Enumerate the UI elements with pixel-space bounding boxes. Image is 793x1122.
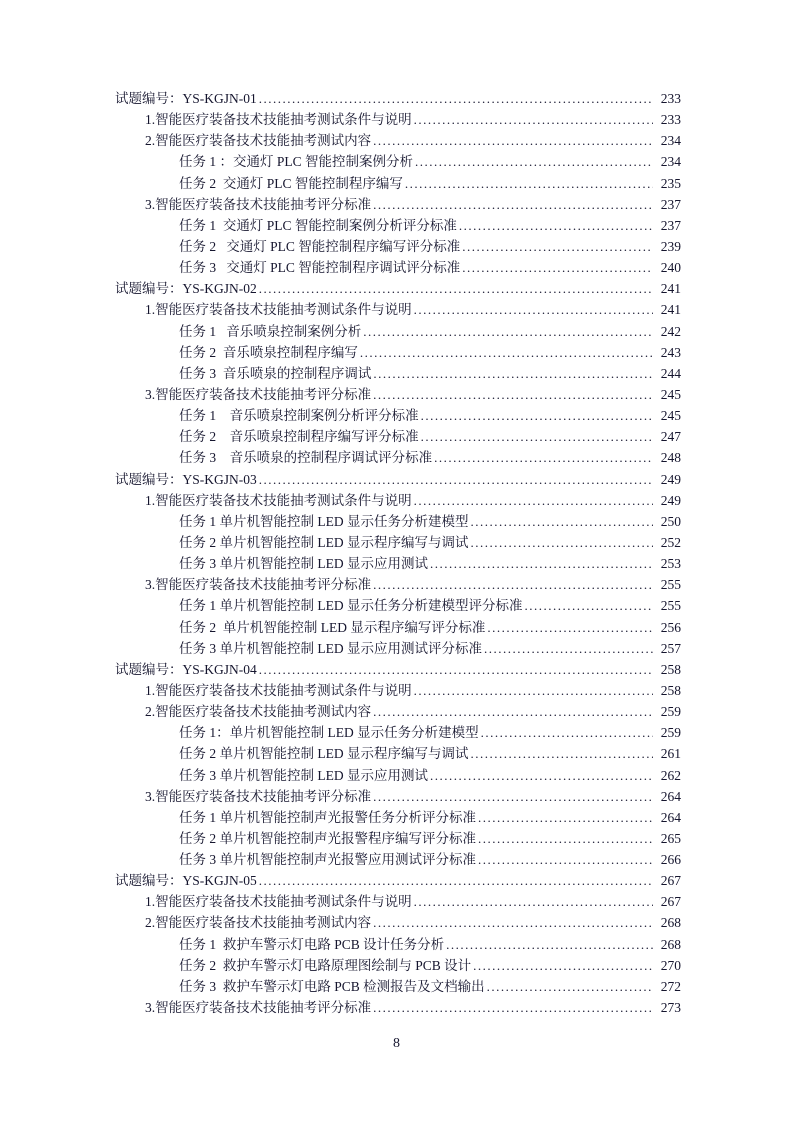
toc-leader-dots — [421, 426, 653, 447]
page-footer — [0, 1036, 793, 1052]
toc-entry-page[interactable]: 249 — [660, 471, 681, 487]
toc-entry-text[interactable]: 3.智能医疗装备技术技能抽考评分标准 — [145, 1000, 372, 1016]
toc-leader-dots — [259, 469, 653, 490]
toc-entry-text[interactable]: 任务 2 音乐喷泉控制程序编写评分标准 — [179, 429, 419, 445]
toc-entry[interactable] — [115, 490, 681, 511]
toc-entry-text[interactable]: 任务 3 救护车警示灯电路 PCB 检测报告及文档输出 — [179, 978, 485, 994]
toc-entry[interactable] — [115, 363, 681, 384]
toc-leader-dots — [487, 617, 653, 638]
toc-entry-page[interactable]: 258 — [660, 682, 681, 698]
toc-entry-page[interactable]: 261 — [660, 746, 681, 762]
toc-entry-page[interactable]: 256 — [660, 619, 681, 635]
toc-entry[interactable] — [115, 934, 681, 955]
toc-leader-dots — [478, 828, 653, 849]
toc-entry-text[interactable]: 试题编号：YS-KGJN-01 — [115, 91, 257, 106]
toc-leader-dots — [421, 405, 653, 426]
toc-entry-text[interactable]: 任务 3 音乐喷泉的控制程序调试评分标准 — [179, 450, 433, 466]
toc-leader-dots — [478, 807, 653, 828]
toc-entry-text[interactable]: 任务 3 单片机智能控制 LED 显示应用测试评分标准 — [179, 640, 482, 656]
toc-entry-text[interactable]: 任务 1 单片机智能控制声光报警任务分析评分标准 — [179, 809, 476, 825]
toc-entry-text[interactable]: 试题编号：YS-KGJN-05 — [115, 873, 257, 889]
toc-leader-dots — [373, 194, 653, 215]
toc-entry[interactable] — [115, 151, 681, 172]
toc-leader-dots — [373, 363, 653, 384]
toc-leader-dots — [373, 786, 653, 807]
toc-entry[interactable] — [115, 257, 681, 278]
toc-entry-page[interactable]: 240 — [660, 260, 681, 276]
toc-entry-text[interactable]: 1.智能医疗装备技术技能抽考测试条件与说明 — [145, 112, 412, 128]
table-of-contents — [115, 88, 681, 1018]
toc-entry[interactable] — [115, 595, 681, 616]
toc-entry-page[interactable]: 245 — [660, 408, 681, 424]
toc-entry-text[interactable]: 试题编号：YS-KGJN-03 — [115, 471, 257, 487]
toc-entry[interactable] — [115, 299, 681, 320]
page-number: 8 — [393, 1036, 400, 1051]
toc-entry[interactable] — [115, 173, 681, 194]
toc-entry-page[interactable]: 237 — [660, 217, 681, 233]
toc-entry[interactable] — [115, 638, 681, 659]
toc-leader-dots — [373, 130, 653, 151]
toc-entry[interactable] — [115, 469, 681, 490]
toc-entry-text[interactable]: 任务 1：单片机智能控制 LED 显示任务分析建模型 — [179, 725, 479, 741]
toc-entry-text[interactable]: 任务 3 单片机智能控制 LED 显示应用测试 — [179, 767, 428, 783]
toc-leader-dots — [373, 912, 653, 933]
toc-leader-dots — [363, 321, 653, 342]
toc-entry[interactable] — [115, 659, 681, 680]
toc-entry-text[interactable]: 任务 1 音乐喷泉控制案例分析 — [179, 323, 362, 339]
toc-entry[interactable] — [115, 194, 681, 215]
toc-leader-dots — [259, 659, 653, 680]
toc-entry-text[interactable]: 任务 2 单片机智能控制 LED 显示程序编写与调试 — [179, 746, 469, 762]
toc-leader-dots — [434, 447, 653, 468]
toc-entry[interactable] — [115, 384, 681, 405]
toc-leader-dots — [487, 976, 653, 997]
toc-entry-page[interactable]: 258 — [660, 661, 681, 677]
toc-entry-page[interactable]: 264 — [660, 788, 681, 804]
toc-entry-page[interactable]: 237 — [660, 196, 681, 212]
toc-leader-dots — [373, 384, 653, 405]
toc-entry-text[interactable]: 任务 1 音乐喷泉控制案例分析评分标准 — [179, 408, 419, 424]
toc-entry-page[interactable]: 253 — [660, 556, 681, 572]
toc-entry[interactable] — [115, 342, 681, 363]
toc-entry-text[interactable]: 1.智能医疗装备技术技能抽考测试条件与说明 — [145, 894, 412, 910]
toc-entry[interactable] — [115, 955, 681, 976]
toc-entry-text[interactable]: 任务 1 救护车警示灯电路 PCB 设计任务分析 — [179, 936, 445, 952]
toc-leader-dots — [459, 215, 653, 236]
toc-entry-text[interactable]: 任务 2 交通灯 PLC 智能控制程序编写 — [179, 175, 403, 191]
toc-entry-text[interactable]: 试题编号：YS-KGJN-04 — [115, 661, 257, 677]
toc-entry[interactable] — [115, 870, 681, 891]
toc-entry-text[interactable]: 2.智能医疗装备技术技能抽考测试内容 — [145, 915, 372, 931]
toc-entry-text[interactable]: 1.智能医疗装备技术技能抽考测试条件与说明 — [145, 492, 412, 508]
toc-leader-dots — [414, 490, 653, 511]
toc-entry-page[interactable]: 233 — [660, 112, 681, 128]
toc-leader-dots — [471, 511, 654, 532]
toc-entry[interactable] — [115, 574, 681, 595]
toc-entry-text[interactable]: 任务 2 救护车警示灯电路原理图绘制与 PCB 设计 — [179, 957, 472, 973]
toc-entry-text[interactable]: 任务 2 单片机智能控制 LED 显示程序编写与调试 — [179, 534, 469, 550]
toc-entry-page[interactable]: 248 — [660, 450, 681, 466]
toc-entry-page[interactable]: 241 — [660, 281, 681, 297]
toc-entry-page[interactable]: 272 — [660, 978, 681, 994]
toc-entry-text[interactable]: 1.智能医疗装备技术技能抽考测试条件与说明 — [145, 302, 412, 318]
toc-leader-dots — [405, 173, 653, 194]
toc-entry-page[interactable]: 262 — [660, 767, 681, 783]
toc-entry-page[interactable]: 234 — [660, 133, 681, 149]
toc-entry-text[interactable]: 3.智能医疗装备技术技能抽考评分标准 — [145, 577, 372, 593]
toc-entry[interactable] — [115, 321, 681, 342]
toc-entry-page[interactable]: 268 — [660, 936, 681, 952]
toc-leader-dots — [373, 997, 653, 1018]
toc-entry[interactable] — [115, 130, 681, 151]
toc-entry[interactable] — [115, 722, 681, 743]
toc-entry-text[interactable]: 任务 3 单片机智能控制声光报警应用测试评分标准 — [179, 852, 476, 868]
toc-entry[interactable] — [115, 765, 681, 786]
toc-entry-page[interactable]: 239 — [660, 238, 681, 254]
toc-entry[interactable] — [115, 405, 681, 426]
toc-entry-text[interactable]: 任务 3 单片机智能控制 LED 显示应用测试 — [179, 556, 428, 572]
toc-entry-text[interactable]: 试题编号：YS-KGJN-02 — [115, 281, 257, 297]
toc-entry[interactable] — [115, 976, 681, 997]
toc-entry-text[interactable]: 2.智能医疗装备技术技能抽考测试内容 — [145, 133, 372, 149]
toc-entry[interactable] — [115, 912, 681, 933]
toc-entry-page[interactable]: 257 — [660, 640, 681, 656]
toc-entry-page[interactable]: 252 — [660, 534, 681, 550]
toc-entry-text[interactable]: 任务 1 单片机智能控制 LED 显示任务分析建模型 — [179, 513, 469, 529]
toc-leader-dots — [430, 765, 653, 786]
toc-entry-page[interactable]: 266 — [660, 852, 681, 868]
toc-entry-page[interactable]: 270 — [660, 957, 681, 973]
toc-entry-text[interactable]: 任务 3 音乐喷泉的控制程序调试 — [179, 365, 372, 381]
toc-entry-page[interactable]: 247 — [660, 429, 681, 445]
toc-leader-dots — [373, 701, 653, 722]
toc-entry[interactable] — [115, 891, 681, 912]
toc-entry-page[interactable]: 265 — [660, 830, 681, 846]
toc-leader-dots — [414, 891, 653, 912]
toc-entry-text[interactable]: 任务 2 单片机智能控制声光报警程序编写评分标准 — [179, 830, 476, 846]
toc-entry[interactable] — [115, 553, 681, 574]
toc-entry-page[interactable]: 242 — [660, 323, 681, 339]
toc-entry[interactable] — [115, 532, 681, 553]
toc-leader-dots — [473, 955, 653, 976]
toc-entry[interactable] — [115, 807, 681, 828]
toc-entry[interactable] — [115, 701, 681, 722]
toc-entry-text[interactable]: 3.智能医疗装备技术技能抽考评分标准 — [145, 196, 372, 212]
toc-entry[interactable] — [115, 447, 681, 468]
toc-leader-dots — [430, 553, 653, 574]
toc-entry-text[interactable]: 任务 1 交通灯 PLC 智能控制案例分析评分标准 — [179, 217, 457, 233]
toc-leader-dots — [525, 595, 654, 616]
toc-entry-page[interactable]: 268 — [660, 915, 681, 931]
toc-entry[interactable] — [115, 743, 681, 764]
toc-leader-dots — [360, 342, 653, 363]
toc-entry-page[interactable]: 234 — [660, 154, 681, 170]
toc-entry[interactable] — [115, 88, 681, 109]
toc-entry-page[interactable]: 267 — [660, 894, 681, 910]
toc-entry-text[interactable]: 3.智能医疗装备技术技能抽考评分标准 — [145, 386, 372, 402]
toc-leader-dots — [414, 680, 653, 701]
toc-leader-dots — [471, 532, 654, 553]
toc-leader-dots — [478, 849, 653, 870]
toc-leader-dots — [415, 151, 653, 172]
toc-entry-text[interactable]: 任务 3 交通灯 PLC 智能控制程序调试评分标准 — [179, 260, 461, 276]
toc-entry-text[interactable]: 任务 2 交通灯 PLC 智能控制程序编写评分标准 — [179, 238, 461, 254]
toc-leader-dots — [462, 257, 653, 278]
toc-entry[interactable] — [115, 511, 681, 532]
toc-leader-dots — [373, 574, 653, 595]
toc-leader-dots — [481, 722, 653, 743]
toc-leader-dots — [471, 743, 654, 764]
toc-entry-page[interactable]: 233 — [660, 91, 681, 106]
toc-entry-page[interactable]: 241 — [660, 302, 681, 318]
toc-entry[interactable] — [115, 680, 681, 701]
toc-leader-dots — [462, 236, 653, 257]
toc-entry-page[interactable]: 250 — [660, 513, 681, 529]
toc-leader-dots — [259, 870, 653, 891]
toc-entry-page[interactable]: 259 — [660, 725, 681, 741]
toc-entry-page[interactable]: 267 — [660, 873, 681, 889]
toc-entry[interactable] — [115, 236, 681, 257]
toc-entry-page[interactable]: 245 — [660, 386, 681, 402]
toc-entry[interactable] — [115, 997, 681, 1018]
toc-leader-dots — [414, 299, 653, 320]
toc-entry-page[interactable]: 249 — [660, 492, 681, 508]
toc-leader-dots — [414, 109, 653, 130]
toc-entry-page[interactable]: 255 — [660, 598, 681, 614]
toc-entry-page[interactable]: 235 — [660, 175, 681, 191]
toc-leader-dots — [446, 934, 653, 955]
toc-entry[interactable] — [115, 786, 681, 807]
toc-entry[interactable] — [115, 426, 681, 447]
toc-entry[interactable] — [115, 828, 681, 849]
toc-entry[interactable] — [115, 849, 681, 870]
toc-entry-text[interactable]: 任务 1 单片机智能控制 LED 显示任务分析建模型评分标准 — [179, 598, 523, 614]
toc-entry-text[interactable]: 任务 2 音乐喷泉控制程序编写 — [179, 344, 358, 360]
toc-leader-dots — [259, 278, 653, 299]
toc-entry-page[interactable]: 264 — [660, 809, 681, 825]
toc-leader-dots — [259, 88, 653, 109]
toc-entry-page[interactable]: 273 — [660, 1000, 681, 1016]
toc-entry[interactable] — [115, 109, 681, 130]
toc-entry-text[interactable]: 任务 1 ：交通灯 PLC 智能控制案例分析 — [179, 154, 414, 170]
toc-entry-text[interactable]: 任务 2 单片机智能控制 LED 显示程序编写评分标准 — [179, 619, 486, 635]
toc-entry-text[interactable]: 2.智能医疗装备技术技能抽考测试内容 — [145, 704, 372, 720]
toc-entry-text[interactable]: 1.智能医疗装备技术技能抽考测试条件与说明 — [145, 682, 412, 698]
toc-entry-page[interactable]: 255 — [660, 577, 681, 593]
toc-entry-page[interactable]: 243 — [660, 344, 681, 360]
toc-entry-page[interactable]: 259 — [660, 704, 681, 720]
toc-entry[interactable] — [115, 215, 681, 236]
toc-entry-page[interactable]: 244 — [660, 365, 681, 381]
toc-entry[interactable] — [115, 617, 681, 638]
toc-entry[interactable] — [115, 278, 681, 299]
toc-entry-text[interactable]: 3.智能医疗装备技术技能抽考评分标准 — [145, 788, 372, 804]
toc-leader-dots — [484, 638, 653, 659]
